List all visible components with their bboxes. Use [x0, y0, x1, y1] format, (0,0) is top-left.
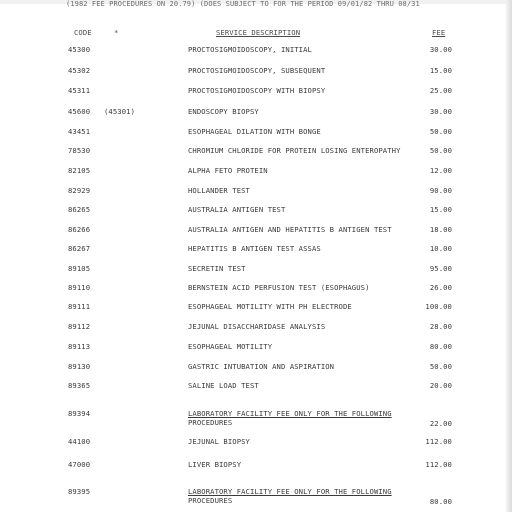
row-code: 89130: [68, 362, 91, 371]
row-fee: 80.00: [429, 497, 452, 506]
row-description-line: HEPATITIS B ANTIGEN TEST ASSAS: [188, 244, 321, 253]
row-description: [188, 146, 418, 155]
row-description-line: SECRETIN TEST: [188, 264, 246, 273]
row-code: 45302: [68, 66, 91, 75]
row-description: [188, 302, 418, 311]
column-header-description: SERVICE DESCRIPTION: [216, 28, 301, 37]
row-description-line: PROCTOSIGMOIDOSCOPY, INITIAL: [188, 45, 312, 54]
table-row: [0, 437, 512, 455]
row-description: [188, 244, 418, 253]
table-row: [0, 45, 512, 63]
row-description-line: PROCEDURES: [188, 496, 233, 505]
row-fee: 12.00: [429, 166, 452, 175]
row-fee: 25.00: [429, 86, 452, 95]
row-description: [188, 107, 418, 116]
column-header-code-text: CODE: [74, 28, 92, 37]
column-header-fee: FEE: [432, 28, 446, 37]
row-description: [188, 205, 418, 214]
row-alt-code: (45301): [104, 107, 135, 116]
row-description-line: ESOPHAGEAL MOTILITY: [188, 342, 273, 351]
row-description: [188, 283, 418, 292]
table-row: [0, 409, 512, 427]
row-description-line: JEJUNAL BIOPSY: [188, 437, 250, 446]
table-row: [0, 460, 512, 478]
row-fee: 112.00: [425, 437, 452, 446]
top-header-line: (1982 FEE PROCEDURES ON 20.79) (DOES SUBJECT TO FOR THE PERIOD 09/01/82 THRU 08/31: [66, 0, 420, 8]
row-fee: 50.00: [429, 146, 452, 155]
row-code: 89395: [68, 487, 91, 496]
table-row: [0, 86, 512, 104]
row-description: [188, 409, 418, 427]
row-description-line: ALPHA FETO PROTEIN: [188, 166, 268, 175]
row-description-line: GASTRIC INTUBATION AND ASPIRATION: [188, 362, 335, 371]
table-row: [0, 244, 512, 262]
table-row: [0, 381, 512, 399]
row-fee: 112.00: [425, 460, 452, 469]
row-fee: 10.00: [429, 244, 452, 253]
row-description: [188, 460, 418, 469]
table-row: [0, 362, 512, 380]
table-row: [0, 322, 512, 340]
row-description-line: PROCTOSIGMOIDOSCOPY, SUBSEQUENT: [188, 66, 326, 75]
row-code: 89110: [68, 283, 91, 292]
table-row: [0, 186, 512, 204]
row-description: [188, 86, 418, 95]
row-code: 82929: [68, 186, 91, 195]
row-fee: 28.00: [429, 322, 452, 331]
row-description: [188, 381, 418, 390]
table-row: [0, 302, 512, 320]
table-row: [0, 264, 512, 282]
row-description: [188, 264, 418, 273]
row-description: [188, 322, 418, 331]
row-code: 78530: [68, 146, 91, 155]
row-fee: 100.00: [425, 302, 452, 311]
row-description: [188, 45, 418, 54]
row-fee: 80.00: [429, 342, 452, 351]
table-row: [0, 225, 512, 243]
row-code: 89394: [68, 409, 91, 418]
row-description: [188, 127, 418, 136]
row-description: [188, 342, 418, 351]
table-row: [0, 127, 512, 145]
row-description-line: BERNSTEIN ACID PERFUSION TEST (ESOPHAGUS): [188, 283, 370, 292]
row-code: 89113: [68, 342, 91, 351]
row-description-line: LABORATORY FACILITY FEE ONLY FOR THE FOLLOWING: [188, 409, 392, 418]
row-description: [188, 487, 418, 505]
row-description-line: ESOPHAGEAL MOTILITY WITH PH ELECTRODE: [188, 302, 352, 311]
column-header-star: *: [114, 28, 119, 37]
row-code: 82105: [68, 166, 91, 175]
row-fee: 15.00: [429, 205, 452, 214]
row-code: 45300: [68, 45, 91, 54]
row-fee: 18.00: [429, 225, 452, 234]
row-code: 89112: [68, 322, 91, 331]
row-code: 89365: [68, 381, 91, 390]
row-code: 86266: [68, 225, 91, 234]
row-code: 89105: [68, 264, 91, 273]
table-row: [0, 146, 512, 164]
row-description-line: SALINE LOAD TEST: [188, 381, 259, 390]
table-row: [0, 342, 512, 360]
row-description-line: ENDOSCOPY BIOPSY: [188, 107, 259, 116]
row-description-line: ESOPHAGEAL DILATION WITH BONGE: [188, 127, 321, 136]
row-fee: 95.00: [429, 264, 452, 273]
row-description-line: JEJUNAL DISACCHARIDASE ANALYSIS: [188, 322, 326, 331]
row-code: 86267: [68, 244, 91, 253]
table-row: [0, 107, 512, 125]
table-row: [0, 66, 512, 84]
row-description: [188, 362, 418, 371]
row-fee: 90.00: [429, 186, 452, 195]
row-code: 47000: [68, 460, 91, 469]
row-fee: 30.00: [429, 107, 452, 116]
table-row: [0, 487, 512, 505]
row-code: 43451: [68, 127, 91, 136]
row-fee: 26.00: [429, 283, 452, 292]
row-description-line: AUSTRALIA ANTIGEN AND HEPATITIS B ANTIGEN TEST: [188, 225, 392, 234]
row-fee: 22.00: [429, 419, 452, 428]
row-description-line: LIVER BIOPSY: [188, 460, 242, 469]
row-description-line: AUSTRALIA ANTIGEN TEST: [188, 205, 286, 214]
row-code: 89111: [68, 302, 91, 311]
row-description-line: CHROMIUM CHLORIDE FOR PROTEIN LOSING ENTEROPATHY: [188, 146, 401, 155]
row-description: [188, 66, 418, 75]
row-description-line: HOLLANDER TEST: [188, 186, 250, 195]
row-description: [188, 186, 418, 195]
row-code: 44100: [68, 437, 91, 446]
row-description: [188, 166, 418, 175]
table-row: [0, 283, 512, 301]
row-fee: 50.00: [429, 127, 452, 136]
row-code: 86265: [68, 205, 91, 214]
row-fee: 20.00: [429, 381, 452, 390]
row-description-line: PROCEDURES: [188, 418, 233, 427]
column-header-code: [74, 28, 92, 37]
row-description-line: PROCTOSIGMOIDOSCOPY WITH BIOPSY: [188, 86, 326, 95]
table-row: [0, 205, 512, 223]
row-code: 45600: [68, 107, 91, 116]
row-fee: 15.00: [429, 66, 452, 75]
row-description-line: LABORATORY FACILITY FEE ONLY FOR THE FOLLOWING: [188, 487, 392, 496]
row-description: [188, 225, 418, 234]
row-code: 45311: [68, 86, 91, 95]
table-row: [0, 166, 512, 184]
row-description: [188, 437, 418, 446]
row-fee: 50.00: [429, 362, 452, 371]
row-fee: 30.00: [429, 45, 452, 54]
